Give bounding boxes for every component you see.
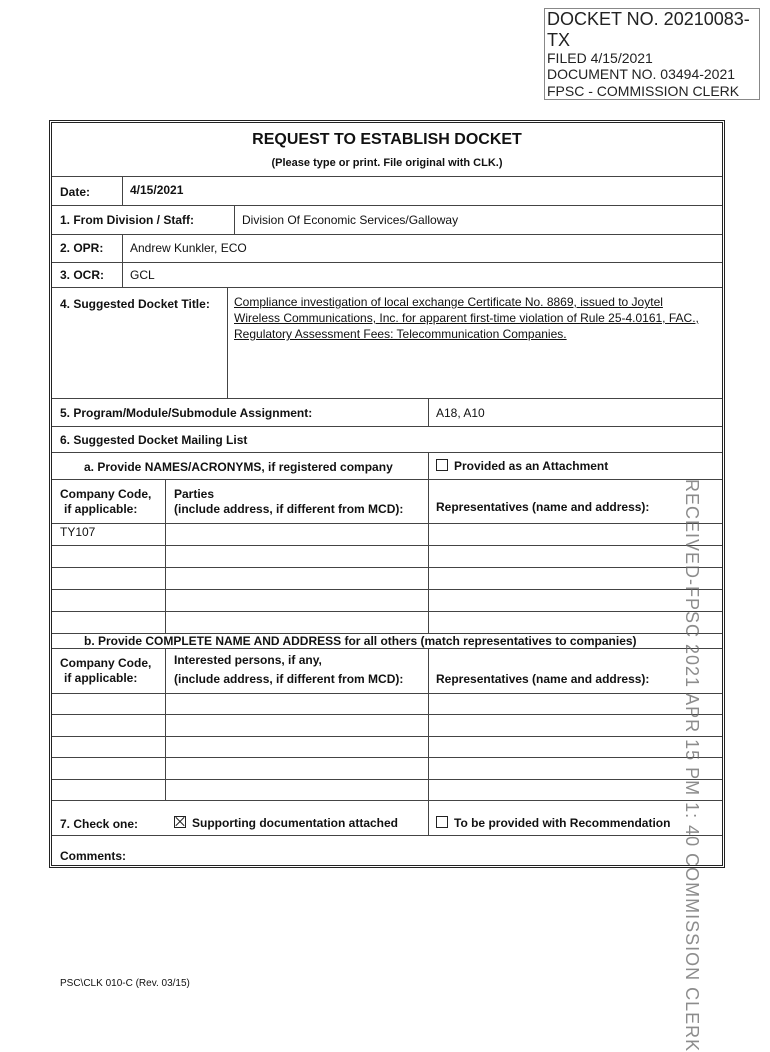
ocr-label: 3. OCR: bbox=[60, 268, 105, 282]
docket-title-line-1: Compliance investigation of local exchange Certificate No. 8869, issued to Joytel bbox=[234, 295, 663, 309]
recommendation-checkbox[interactable] bbox=[436, 816, 448, 828]
recommendation-label: To be provided with Recommendation bbox=[454, 816, 671, 830]
date-value: 4/15/2021 bbox=[130, 183, 184, 197]
program-value: A18, A10 bbox=[436, 406, 485, 420]
interested-header-1: Interested persons, if any, bbox=[174, 653, 322, 667]
opr-label: 2. OPR: bbox=[60, 241, 104, 255]
mailing-list-label: 6. Suggested Docket Mailing List bbox=[60, 433, 248, 447]
attachment-option[interactable] bbox=[436, 459, 608, 473]
from-value: Division Of Economic Services/Galloway bbox=[242, 213, 459, 227]
form-subtitle: (Please type or print. File original with CLK.) bbox=[271, 157, 503, 169]
clerk-label: FPSC - COMMISSION CLERK bbox=[547, 82, 740, 99]
parties-header-2: (include address, if different from MCD): bbox=[174, 502, 404, 516]
filed-date: FILED 4/15/2021 bbox=[547, 50, 653, 67]
recommendation-option[interactable] bbox=[436, 816, 670, 830]
docket-title-label: 4. Suggested Docket Title: bbox=[60, 297, 210, 311]
section-a-label: a. Provide NAMES/ACRONYMS, if registered company bbox=[84, 460, 393, 474]
check-one-label: 7. Check one: bbox=[60, 817, 139, 831]
parties-header-1: Parties bbox=[174, 487, 215, 501]
supporting-doc-option[interactable] bbox=[174, 816, 398, 830]
document-number: DOCUMENT NO. 03494-2021 bbox=[547, 66, 736, 83]
comments-label: Comments: bbox=[60, 849, 127, 863]
supporting-doc-label: Supporting documentation attached bbox=[192, 816, 398, 830]
form-footer: PSC\CLK 010-C (Rev. 03/15) bbox=[60, 978, 190, 989]
b-company-code-header-1: Company Code, bbox=[60, 656, 152, 670]
b-representatives-header: Representatives (name and address): bbox=[436, 672, 650, 686]
attachment-label: Provided as an Attachment bbox=[454, 459, 609, 473]
filing-stamp bbox=[544, 8, 760, 100]
from-label: 1. From Division / Staff: bbox=[60, 213, 195, 227]
opr-value: Andrew Kunkler, ECO bbox=[130, 241, 247, 255]
docket-title-line-3: Regulatory Assessment Fees: Telecommunication Companies. bbox=[234, 327, 567, 341]
section-b-label: b. Provide COMPLETE NAME AND ADDRESS for all others (match representatives to companies) bbox=[84, 634, 637, 648]
attachment-checkbox[interactable] bbox=[436, 459, 448, 471]
company-code-value: TY107 bbox=[60, 525, 96, 539]
docket-number: DOCKET NO. 20210083-TX bbox=[547, 9, 750, 50]
ocr-value: GCL bbox=[130, 268, 155, 282]
company-code-header-2: if applicable: bbox=[64, 502, 138, 516]
representatives-header: Representatives (name and address): bbox=[436, 500, 650, 514]
received-stamp: RECEIVED-FPSC 2021 APR 15 PM 1: 40 COMMISSION CLERK bbox=[682, 479, 702, 1052]
interested-header-2: (include address, if different from MCD): bbox=[174, 672, 404, 686]
company-code-header-1: Company Code, bbox=[60, 487, 152, 501]
date-label: Date: bbox=[60, 185, 91, 199]
form-title: REQUEST TO ESTABLISH DOCKET bbox=[252, 131, 522, 148]
supporting-doc-checkbox[interactable] bbox=[174, 816, 186, 828]
b-company-code-header-2: if applicable: bbox=[64, 671, 138, 685]
docket-title-line-2: Wireless Communications, Inc. for apparent first-time violation of Rule 25-4.0161, FAC., bbox=[234, 311, 699, 325]
program-label: 5. Program/Module/Submodule Assignment: bbox=[60, 406, 313, 420]
